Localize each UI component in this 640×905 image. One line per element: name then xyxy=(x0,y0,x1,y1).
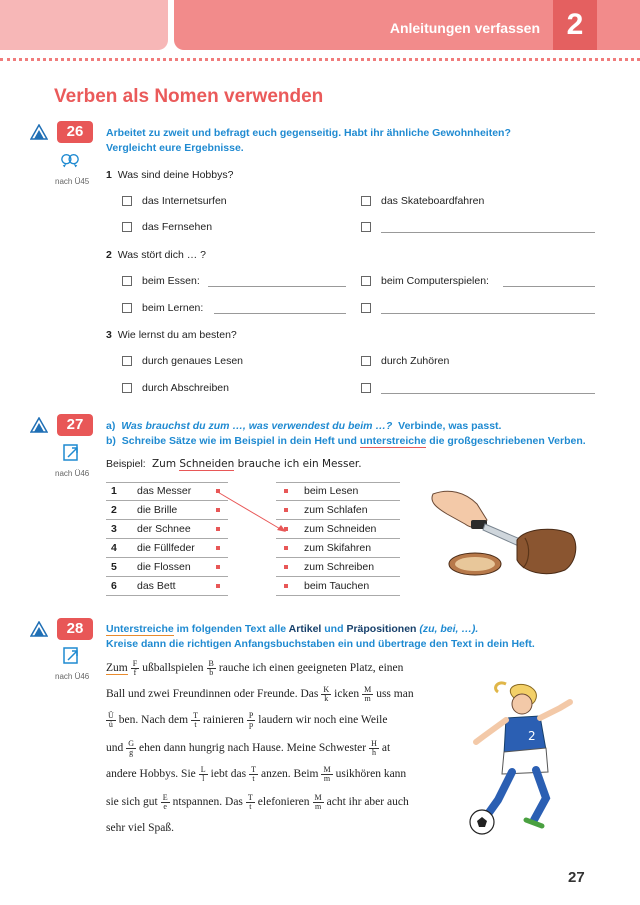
checkbox[interactable] xyxy=(361,303,371,313)
option-label: durch Abschreiben xyxy=(142,382,229,394)
ex28-instruction-2: Kreise dann die richtigen Anfangsbuchstaben ein und übertrage den Text in dein Heft. xyxy=(106,638,535,650)
write-line[interactable] xyxy=(214,313,346,314)
chapter-title: Anleitungen verfassen xyxy=(389,20,540,36)
checkbox[interactable] xyxy=(122,356,132,366)
letter-choice[interactable]: $\frac{K}{k}$ xyxy=(323,685,330,703)
svg-text:2: 2 xyxy=(528,729,536,743)
ex26-instruction-1: Arbeitet zu zweit und befragt euch gegenseitig. Habt ihr ähnliche Gewohnheiten? xyxy=(106,127,511,139)
match-dot[interactable] xyxy=(216,584,220,588)
letter-choice[interactable]: $\frac{T}{t}$ xyxy=(251,765,256,783)
write-line[interactable] xyxy=(208,286,346,287)
write-in-notebook-icon xyxy=(62,443,82,463)
checkbox[interactable] xyxy=(122,222,132,232)
text-line-7: sehr viel Spaß. xyxy=(106,822,175,834)
letter-choice[interactable]: $\frac{T}{t}$ xyxy=(247,793,253,811)
exercise-26-badge: 26 xyxy=(57,121,93,143)
exercise-27-badge: 27 xyxy=(57,414,93,436)
letter-choice[interactable]: $\frac{G}{g}$ xyxy=(128,739,135,757)
option-label: durch Zuhören xyxy=(381,355,450,367)
ex28-instruction-1: Unterstreiche im folgenden Text alle Artikel und Präpositionen (zu, bei, …). xyxy=(106,623,479,635)
match-left-item: 1 das Messer xyxy=(106,482,228,501)
match-dot[interactable] xyxy=(284,584,288,588)
question-2: 2 Was stört dich … ? xyxy=(106,249,206,261)
text-line-1: Zum $\frac{F}{f}$ ußballspielen $\frac{B}{b}$ rauche ich einen geeigneten Platz, einen xyxy=(106,659,404,677)
write-in-notebook-icon xyxy=(62,646,82,666)
letter-choice[interactable]: $\frac{P}{p}$ xyxy=(248,711,254,729)
match-left-item: 4 die Füllfeder xyxy=(106,539,228,558)
option-label: das Fernsehen xyxy=(142,221,213,233)
letter-choice[interactable]: $\frac{M}{m}$ xyxy=(314,793,322,811)
text-line-2: Ball und zwei Freundinnen oder Freunde. Das $\frac{K}{k}$ icken $\frac{M}{m}$ uss man xyxy=(106,685,414,703)
match-connection-arrow xyxy=(214,489,294,539)
option-label: das Skateboardfahren xyxy=(381,195,485,207)
match-left-item: 3 der Schnee xyxy=(106,520,228,539)
option-label: das Internetsurfen xyxy=(142,195,227,207)
checkbox[interactable] xyxy=(122,276,132,286)
difficulty-triangle-icon xyxy=(30,417,48,433)
checkbox[interactable] xyxy=(122,303,132,313)
letter-choice[interactable]: $\frac{L}{l}$ xyxy=(200,765,206,783)
letter-choice[interactable]: $\frac{T}{t}$ xyxy=(193,711,198,729)
match-dot[interactable] xyxy=(284,565,288,569)
write-line[interactable] xyxy=(381,313,595,314)
exercise-28-badge: 28 xyxy=(57,618,93,640)
match-right-item: beim Lesen xyxy=(276,482,400,501)
letter-choice[interactable]: $\frac{E}{e}$ xyxy=(162,793,168,811)
checkbox[interactable] xyxy=(361,383,371,393)
match-right-item: zum Schneiden xyxy=(276,520,400,539)
checkbox[interactable] xyxy=(361,196,371,206)
match-left-item: 6 das Bett xyxy=(106,577,228,596)
text-line-4: und $\frac{G}{g}$ ehen dann hungrig nach Hause. Meine Schwester $\frac{H}{h}$ at xyxy=(106,739,391,757)
header-divider xyxy=(0,58,640,61)
match-right-item: zum Skifahren xyxy=(276,539,400,558)
checkbox[interactable] xyxy=(361,276,371,286)
text-line-6: sie sich gut $\frac{E}{e}$ ntspannen. Das $\frac{T}{t}$ elefonieren $\frac{M}{m}$ acht ihr aber auch xyxy=(106,793,409,811)
write-line[interactable] xyxy=(381,232,595,233)
letter-choice[interactable]: $\frac{B}{b}$ xyxy=(208,659,214,677)
checkbox[interactable] xyxy=(122,196,132,206)
letter-choice[interactable]: $\frac{Ü}{ü}$ xyxy=(108,711,114,729)
option-label: beim Essen: xyxy=(142,275,200,287)
ex28-reference: nach Ü46 xyxy=(55,672,90,681)
page-number: 27 xyxy=(568,869,585,886)
checkbox[interactable] xyxy=(361,356,371,366)
letter-choice[interactable]: $\frac{M}{m}$ xyxy=(364,685,372,703)
question-1: 1 Was sind deine Hobbys? xyxy=(106,169,234,181)
soccer-player-illustration xyxy=(462,680,582,840)
write-line[interactable] xyxy=(503,286,595,287)
option-label: beim Lernen: xyxy=(142,302,204,314)
text-line-3: $\frac{Ü}{ü}$ ben. Nach dem $\frac{T}{t}$ rainieren $\frac{P}{p}$ laudern wir noch eine Weile xyxy=(108,711,388,729)
difficulty-triangle-icon xyxy=(30,621,48,637)
letter-choice[interactable]: $\frac{F}{f}$ xyxy=(132,659,138,677)
option-label: beim Computerspielen: xyxy=(381,275,489,287)
checkbox[interactable] xyxy=(361,222,371,232)
ex27-instruction-a: a) Was brauchst du zum …, was verwendest du beim …? Verbinde, was passt. xyxy=(106,420,502,432)
text-line-5: andere Hobbys. Sie $\frac{L}{l}$ iebt das $\frac{T}{t}$ anzen. Beim $\frac{M}{m}$ usikhören kann xyxy=(106,765,407,783)
ex27-example: Beispiel: Zum Schneiden brauche ich ein Messer. xyxy=(106,458,362,470)
question-3: 3 Wie lernst du am besten? xyxy=(106,329,237,341)
page-title: Verben als Nomen verwenden xyxy=(54,86,324,107)
ex26-instruction-2: Vergleicht eure Ergebnisse. xyxy=(106,142,244,154)
match-left-item: 2 die Brille xyxy=(106,501,228,520)
page-header xyxy=(0,0,640,56)
match-right-item: zum Schreiben xyxy=(276,558,400,577)
chapter-number: 2 xyxy=(553,0,597,50)
match-dot[interactable] xyxy=(216,546,220,550)
letter-choice[interactable]: $\frac{M}{m}$ xyxy=(323,765,331,783)
letter-choice[interactable]: $\frac{H}{h}$ xyxy=(371,739,377,757)
write-line[interactable] xyxy=(381,393,595,394)
match-right-item: zum Schlafen xyxy=(276,501,400,520)
header-left-band xyxy=(0,0,168,50)
pair-work-icon xyxy=(60,151,80,171)
bread-cutting-illustration xyxy=(425,486,580,582)
match-right-item: beim Tauchen xyxy=(276,577,400,596)
match-dot[interactable] xyxy=(216,565,220,569)
match-dot[interactable] xyxy=(284,546,288,550)
option-label: durch genaues Lesen xyxy=(142,355,243,367)
checkbox[interactable] xyxy=(122,383,132,393)
ex26-reference: nach Ü45 xyxy=(55,177,90,186)
ex27-reference: nach Ü46 xyxy=(55,469,90,478)
match-left-item: 5 die Flossen xyxy=(106,558,228,577)
ex27-instruction-b: b) Schreibe Sätze wie im Beispiel in dein Heft und unterstreiche die großgeschriebenen Verben. xyxy=(106,435,586,447)
difficulty-triangle-icon xyxy=(30,124,48,140)
